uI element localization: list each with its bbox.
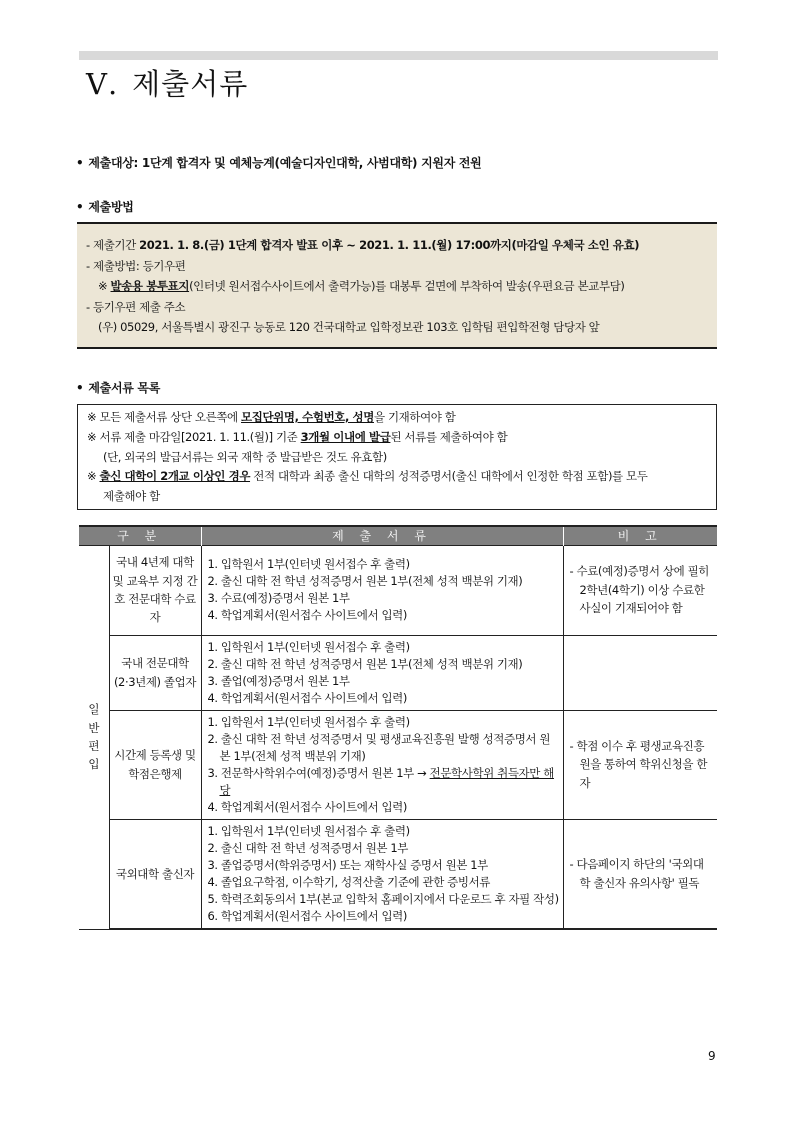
method-envelope-note: ※ 발송용 봉투표지(인터넷 원서접수사이트에서 출력가능)를 대봉투 겉면에 부착하여 발송(우편요금 본교부담) [98, 279, 625, 293]
docs-heading: • 제출서류 목록 [76, 379, 160, 396]
documents-table [79, 525, 717, 930]
header-remarks: 비 고 [563, 526, 717, 545]
row-remark [563, 635, 717, 710]
header-documents: 제 출 서 류 [201, 526, 563, 545]
row-label: 시간제 등록생 및 학점은행제 [109, 710, 201, 819]
row-remark: - 수료(예정)증명서 상에 필히 2학년(4학기) 이상 수료한 사실이 기재되어야 함 [563, 545, 717, 635]
table-row [79, 710, 717, 819]
header-category: 구 분 [79, 526, 201, 545]
note-1: ※ 모든 제출서류 상단 오른쪽에 모집단위명, 수험번호, 성명을 기재하여야 함 [87, 410, 456, 424]
note-5: 제출해야 함 [103, 489, 160, 504]
method-box [77, 222, 717, 349]
note-4: ※ 출신 대학이 2개교 이상인 경우 전적 대학과 최종 출신 대학의 성적증명서(출신 대학에서 인정한 학점 포함)를 모두 [87, 469, 648, 484]
row-label: 국내 전문대학 (2·3년제) 졸업자 [109, 635, 201, 710]
row-documents: 1. 입학원서 1부(인터넷 원서접수 후 출력) 2. 출신 대학 전 학년 성적증명서 원본 1부(전체 성적 백분위 기재) 3. 수료(예정)증명서 원본 1부 4. 학업계획서(원서접수 사이트에서 입력) [201, 545, 563, 635]
method-heading: • 제출방법 [76, 198, 134, 215]
table-header-row [79, 526, 717, 545]
row-documents: 1. 입학원서 1부(인터넷 원서접수 후 출력) 2. 출신 대학 전 학년 성적증명서 원본 1부(전체 성적 백분위 기재) 3. 졸업(예정)증명서 원본 1부 4. 학업계획서(원서접수 사이트에서 입력) [201, 635, 563, 710]
row-documents: 1. 입학원서 1부(인터넷 원서접수 후 출력) 2. 출신 대학 전 학년 성적증명서 및 평생교육진흥원 발행 성적증명서 원본 1부(전체 성적 백분위 기재) 3. 전문학사학위수여(예정)증명서 원본 1부 → 전문학사학위 취득자만 해당 4. 학업계획서(원서접수 사이트에서 입력) [201, 710, 563, 819]
note-3: (단, 외국의 발급서류는 외국 재학 중 발급받은 것도 유효함) [103, 449, 387, 464]
section-number: Ⅴ. [86, 67, 119, 101]
row-remark: - 학점 이수 후 평생교육진흥원을 통하여 학위신청을 한 자 [563, 710, 717, 819]
section-title-text: 제출서류 [132, 67, 249, 101]
page-number: 9 [708, 1049, 716, 1063]
notes-box [77, 404, 717, 510]
table-row [79, 545, 717, 635]
row-remark: - 다음페이지 하단의 '국외대학 출신자 유의사항' 필독 [563, 819, 717, 929]
table-row [79, 635, 717, 710]
table-row [79, 819, 717, 929]
row-label: 국외대학 출신자 [109, 819, 201, 929]
row-documents: 1. 입학원서 1부(인터넷 원서접수 후 출력) 2. 출신 대학 전 학년 성적증명서 원본 1부 3. 졸업증명서(학위증명서) 또는 재학사실 증명서 원본 1부 4. 졸업요구학점, 이수학기, 성적산출 기준에 관한 증빙서류 5. 학력조회동의서 1부(본교 입학처 홈페이지에서 다운로드 후 자필 작성) 6. 학업계획서(원서접수 사이트에서 입력) [201, 819, 563, 929]
method-way: - 제출방법: 등기우편 [86, 258, 186, 273]
header-bar [79, 51, 718, 60]
section-title [86, 62, 248, 103]
method-period: - 제출기간 2021. 1. 8.(금) 1단계 합격자 발표 이후 ~ 2021. 1. 11.(월) 17:00까지(마감일 우체국 소인 유효) [86, 238, 640, 252]
target-bullet: • 제출대상: 1단계 합격자 및 예체능계(예술디자인대학, 사범대학) 지원자 전원 [76, 154, 481, 171]
method-address-label: - 등기우편 제출 주소 [86, 299, 186, 314]
category-general-transfer: 일 반 편 입 [79, 545, 109, 929]
row-label: 국내 4년제 대학 및 교육부 지정 간호 전문대학 수료자 [109, 545, 201, 635]
method-address: (우) 05029, 서울특별시 광진구 능동로 120 건국대학교 입학정보관 103호 입학팀 편입학전형 담당자 앞 [98, 320, 600, 334]
note-2: ※ 서류 제출 마감일[2021. 1. 11.(월)] 기준 3개월 이내에 발급된 서류를 제출하여야 함 [87, 429, 508, 444]
